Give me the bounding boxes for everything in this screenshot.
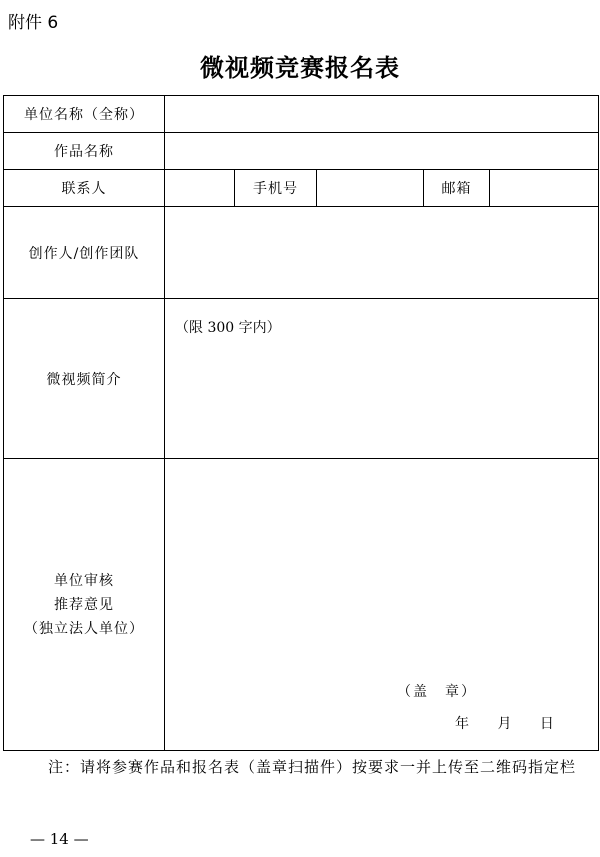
page-number: — 14 — [30, 830, 89, 848]
attachment-label: 附件 6 [8, 13, 59, 33]
page-title: 微视频竞赛报名表 [200, 53, 400, 82]
creator-row [4, 207, 599, 299]
footnote: 注：请将参赛作品和报名表（盖章扫描件）按要求一并上传至二维码指定栏 [48, 758, 577, 776]
contact-row [4, 170, 599, 207]
seal-text: （盖 章） [397, 684, 477, 700]
review-label-line-2: 推荐意见 [54, 596, 114, 613]
phone-field[interactable] [317, 170, 424, 207]
intro-limit-note: （限 300 字内） [175, 320, 281, 336]
work-name-row [4, 133, 599, 170]
intro-field[interactable] [165, 299, 599, 459]
intro-row [4, 299, 599, 459]
review-label-line-3: （独立法人单位） [24, 620, 144, 637]
contact-label: 联系人 [4, 170, 165, 207]
creator-field[interactable] [165, 207, 599, 299]
email-label: 邮箱 [424, 170, 490, 207]
unit-name-row [4, 96, 599, 133]
review-label [4, 459, 165, 751]
intro-label: 微视频简介 [4, 299, 165, 459]
review-row [4, 459, 599, 751]
date-text: 年 月 日 [455, 716, 554, 732]
email-field[interactable] [490, 170, 599, 207]
creator-label: 创作人/创作团队 [4, 207, 165, 299]
phone-label: 手机号 [235, 170, 317, 207]
review-label-line-1: 单位审核 [54, 572, 114, 589]
registration-form-table [3, 95, 599, 751]
unit-name-field[interactable] [165, 96, 599, 133]
review-field[interactable] [165, 459, 599, 751]
contact-field[interactable] [165, 170, 235, 207]
unit-name-label: 单位名称（全称） [4, 96, 165, 133]
work-name-label: 作品名称 [4, 133, 165, 170]
work-name-field[interactable] [165, 133, 599, 170]
